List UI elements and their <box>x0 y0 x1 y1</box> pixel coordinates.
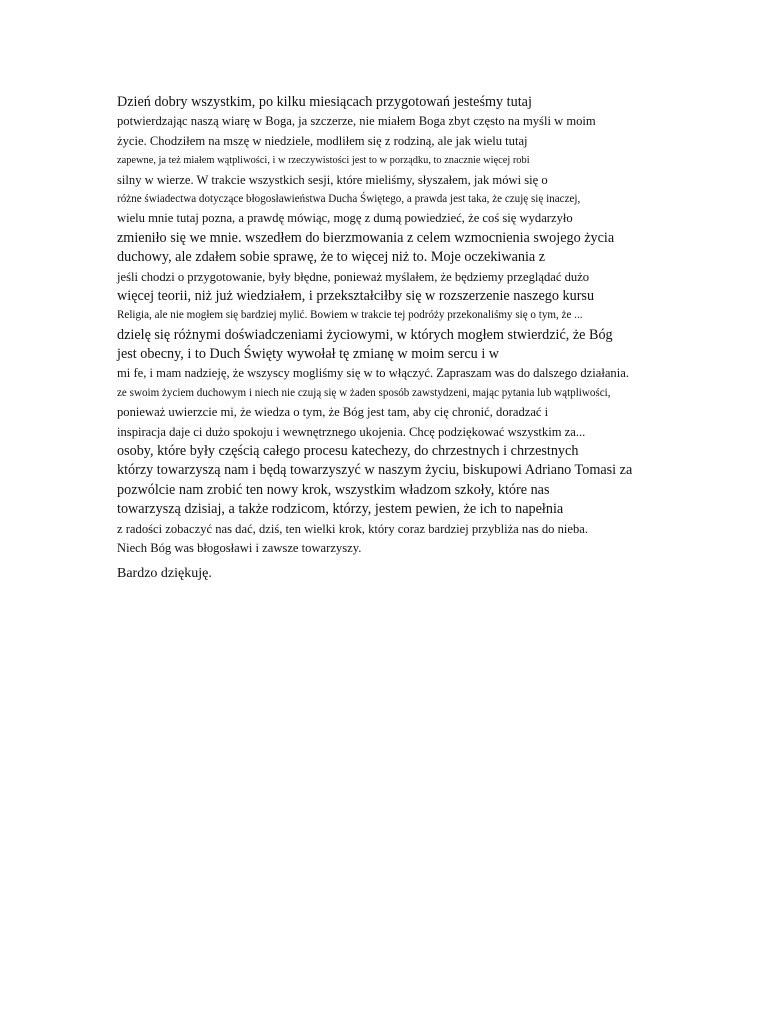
text-line: jeśli chodzi o przygotowanie, były błędne, ponieważ myślałem, że będziemy przeglądać dużo <box>117 269 590 284</box>
text-line: duchowy, ale zdałem sobie sprawę, że to więcej niż to. Moje oczekiwania z <box>117 249 546 266</box>
text-line: jest obecny, i to Duch Święty wywołał tę zmianę w moim sercu i w <box>117 346 500 363</box>
text-line: z radości zobaczyć nas dać, dziś, ten wielki krok, który coraz bardziej przybliża nas do nieba. <box>117 521 589 536</box>
text-line: Dzień dobry wszystkim, po kilku miesiącach przygotowań jesteśmy tutaj <box>117 94 532 110</box>
text-line: zmieniło się we mnie. wszedłem do bierzmowania z celem wzmocnienia swojego życia <box>117 229 615 246</box>
text-line: silny w wierze. W trakcie wszystkich sesji, które mieliśmy, słyszałem, jak mówi się o <box>117 172 548 187</box>
text-line: ze swoim życiem duchowym i niech nie czują się w żaden sposób zawstydzeni, mając pytania lub wątpliwości, <box>117 386 611 399</box>
text-line: Religia, ale nie mogłem się bardziej mylić. Bowiem w trakcie tej podróży przekonaliśmy się o tym, że ... <box>117 309 583 322</box>
text-line: którzy towarzyszą nam i będą towarzyszyć w naszym życiu, biskupowi Adriano Tomasi za <box>117 462 633 479</box>
text-line: mi fe, i mam nadzieję, że wszyscy mogliśmy się w to włączyć. Zapraszam was do dalszego działania. <box>117 366 629 381</box>
text-line: Niech Bóg was błogosławi i zawsze towarzyszy. <box>117 540 362 555</box>
text-line: towarzyszą dzisiaj, a także rodzicom, którzy, jestem pewien, że ich to napełnia <box>117 501 564 518</box>
text-line: potwierdzając naszą wiarę w Boga, ja szczerze, nie miałem Boga zbyt często na myśli w moim <box>117 114 596 129</box>
text-line: różne świadectwa dotyczące błogosławieństwa Ducha Świętego, a prawda jest taka, że czuję się inaczej, <box>117 192 581 205</box>
text-line: więcej teorii, niż już wiedziałem, i przekształciłby się w rozszerzenie naszego kursu <box>117 287 595 304</box>
text-line: pozwólcie nam zrobić ten nowy krok, wszystkim władzom szkoły, które nas <box>117 481 550 498</box>
speech-text <box>117 93 697 558</box>
text-line: życie. Chodziłem na mszę w niedziele, modliłem się z rodziną, ale jak wielu tutaj <box>117 133 528 148</box>
text-line: ponieważ uwierzcie mi, że wiedza o tym, że Bóg jest tam, aby cię chronić, doradzać i <box>117 405 549 420</box>
text-line: zapewne, ja też miałem wątpliwości, i w rzeczywistości jest to w porządku, to znacznie więcej robi <box>117 155 530 167</box>
text-line: dzielę się różnymi doświadczeniami życiowymi, w których mogłem stwierdzić, że Bóg <box>117 326 613 343</box>
text-line: inspiracja daje ci dużo spokoju i wewnętrznego ukojenia. Chcę podziękować wszystkim za... <box>117 424 586 439</box>
closing-line: Bardzo dziękuję. <box>117 566 212 581</box>
text-line: wielu mnie tutaj pozna, a prawdę mówiąc, mogę z dumą powiedzieć, że coś się wydarzyło <box>117 211 573 226</box>
text-line: osoby, które były częścią całego procesu katechezy, do chrzestnych i chrzestnych <box>117 443 579 460</box>
